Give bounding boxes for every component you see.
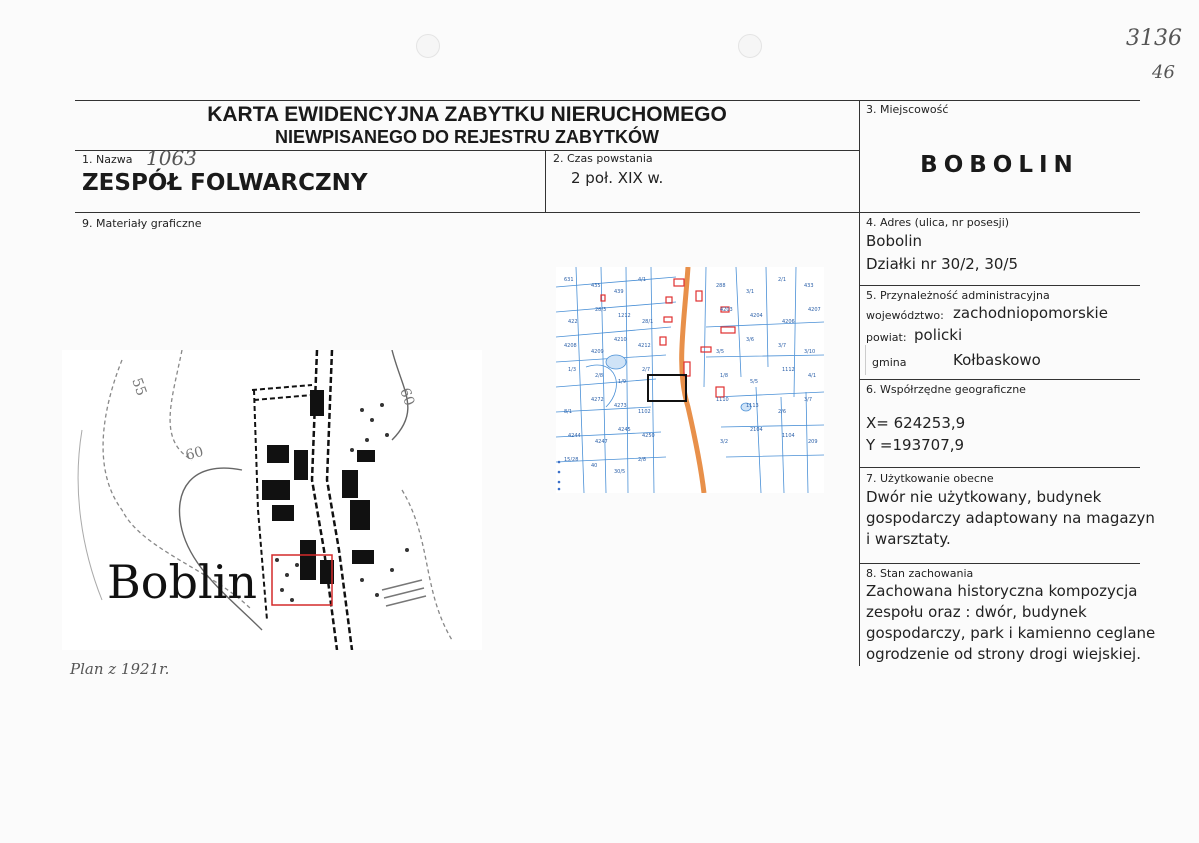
parcel-label: 4250: [642, 433, 655, 439]
parcel-label: 4208: [564, 343, 577, 349]
old-map-place-label: Boblin: [107, 555, 257, 609]
parcel-label: 28/3: [595, 307, 607, 313]
voivodeship-value: zachodniopomorskie: [953, 304, 1108, 322]
parcel-label: 4204: [750, 313, 763, 319]
coord-y: Y =193707,9: [866, 436, 965, 454]
parcel-label: 4272: [591, 397, 604, 403]
parcel-label: 3/7: [804, 397, 813, 403]
coords-label: 6. Współrzędne geograficzne: [866, 383, 1026, 396]
parcel-label: 4273: [614, 403, 627, 409]
condition-label: 8. Stan zachowania: [866, 567, 974, 580]
parcel-label: 2/7: [642, 367, 651, 373]
parcel-label: 4209: [591, 349, 604, 355]
address-label: 4. Adres (ulica, nr posesji): [866, 216, 1010, 229]
parcel-label: 4245: [618, 427, 631, 433]
name-handwritten-number: 1063: [146, 146, 197, 170]
parcel-label: 3/5: [716, 349, 725, 355]
voivodeship-key: województwo:: [866, 309, 944, 322]
card-title: [75, 103, 859, 148]
parcel-label: 4212: [638, 343, 651, 349]
parcel-label: 4203: [720, 307, 733, 313]
divider-8: [859, 563, 1140, 564]
historical-map-1921: [62, 350, 482, 650]
parcel-label: 15/28: [564, 457, 579, 463]
parcel-label: 3/10: [804, 349, 816, 355]
parcel-label: 4/1: [638, 277, 647, 283]
parcel-label: 422: [568, 319, 578, 325]
parcel-label: 433: [804, 283, 814, 289]
county-key: powiat:: [866, 331, 907, 344]
parcel-label: 4244: [568, 433, 581, 439]
parcel-label: 2/8: [638, 457, 647, 463]
parcel-label: 1/8: [720, 373, 729, 379]
punch-hole: [738, 34, 762, 58]
parcel-label: 1112: [782, 367, 795, 373]
parcel-label: 435: [591, 283, 601, 289]
historical-map-drawing: [62, 350, 482, 650]
parcel-label: 4206: [782, 319, 795, 325]
parcel-label: 1113: [746, 403, 759, 409]
usage-line2: gospodarczy adaptowany na magazyn: [866, 509, 1155, 527]
contour-label-3: 60: [396, 385, 418, 409]
parcel-label: 4210: [614, 337, 627, 343]
parcel-label: 3/1: [746, 289, 755, 295]
usage-line1: Dwór nie użytkowany, budynek: [866, 488, 1102, 506]
parcel-label: 3/7: [778, 343, 787, 349]
usage-label: 7. Użytkowanie obecne: [866, 472, 994, 485]
parcel-label: 40: [591, 463, 598, 469]
condition-line4: ogrodzenie od strony drogi wiejskiej.: [866, 645, 1141, 663]
plan-caption: Plan z 1921r.: [70, 660, 170, 678]
frame-col-divider: [545, 150, 546, 212]
county-value: policki: [914, 326, 963, 344]
date-value: 2 poł. XIX w.: [571, 169, 664, 187]
condition-line3: gospodarczy, park i kamienno ceglane: [866, 624, 1156, 642]
locality-value: BOBOLIN: [920, 152, 1079, 178]
parcel-label: 2/8: [595, 373, 604, 379]
parcel-label: 1/3: [568, 367, 577, 373]
archive-number: 3136: [1126, 26, 1182, 51]
parcel-label: 2/6: [778, 409, 787, 415]
contour-label-1: 55: [128, 375, 150, 399]
address-line1: Bobolin: [866, 232, 923, 250]
admin-label: 5. Przynależność administracyjna: [866, 289, 1050, 302]
parcel-label: 2104: [750, 427, 763, 433]
cadastral-map: [556, 267, 824, 493]
parcel-label: 2/1: [778, 277, 787, 283]
parcel-label: 8/1: [564, 409, 573, 415]
condition-line1: Zachowana historyczna kompozycja: [866, 582, 1138, 600]
divider-6: [859, 379, 1140, 380]
parcel-label: 3/6: [746, 337, 755, 343]
parcel-label: 5/5: [750, 379, 759, 385]
parcel-label: 1212: [618, 313, 631, 319]
locality-label: 3. Miejscowość: [866, 103, 949, 116]
divider-7: [859, 467, 1140, 468]
name-value: ZESPÓŁ FOLWARCZNY: [82, 170, 368, 196]
address-line2: Działki nr 30/2, 30/5: [866, 255, 1019, 273]
graphics-label: 9. Materiały graficzne: [82, 217, 202, 230]
parcel-label: 4/1: [808, 373, 817, 379]
archive-subnumber: 46: [1152, 62, 1175, 83]
parcel-label: 4207: [808, 307, 821, 313]
parcel-label: 1/9: [618, 379, 627, 385]
parcel-label: 631: [564, 277, 574, 283]
divider-5: [859, 285, 1140, 286]
card-title-line1: KARTA EWIDENCYJNA ZABYTKU NIERUCHOMEGO: [207, 103, 727, 126]
parcel-label: 288: [716, 283, 726, 289]
punch-hole: [416, 34, 440, 58]
commune-divider: [865, 345, 866, 375]
name-label: 1. Nazwa: [82, 153, 133, 166]
card-title-line2: NIEWPISANEGO DO REJESTRU ZABYTKÓW: [274, 127, 660, 147]
frame-right-col: [859, 100, 860, 666]
condition-line2: zespołu oraz : dwór, budynek: [866, 603, 1087, 621]
frame-top-line: [75, 100, 1140, 101]
parcel-label: 3/2: [720, 439, 729, 445]
usage-line3: i warsztaty.: [866, 530, 951, 548]
contour-label-2: 60: [183, 443, 206, 464]
commune-value: Kołbaskowo: [953, 351, 1041, 369]
date-label: 2. Czas powstania: [553, 152, 653, 165]
parcel-label: 30/5: [614, 469, 626, 475]
parcel-label: 1110: [716, 397, 729, 403]
parcel-label: 4247: [595, 439, 608, 445]
coord-x: X= 624253,9: [866, 414, 966, 432]
cadastral-map-drawing: [556, 267, 824, 493]
parcel-label: 28/1: [642, 319, 654, 325]
commune-key: gmina: [872, 356, 907, 369]
parcel-label: 439: [614, 289, 624, 295]
parcel-label: 1102: [638, 409, 651, 415]
frame-row-divider: [75, 212, 1140, 213]
parcel-label: 1104: [782, 433, 795, 439]
parcel-label: 209: [808, 439, 818, 445]
